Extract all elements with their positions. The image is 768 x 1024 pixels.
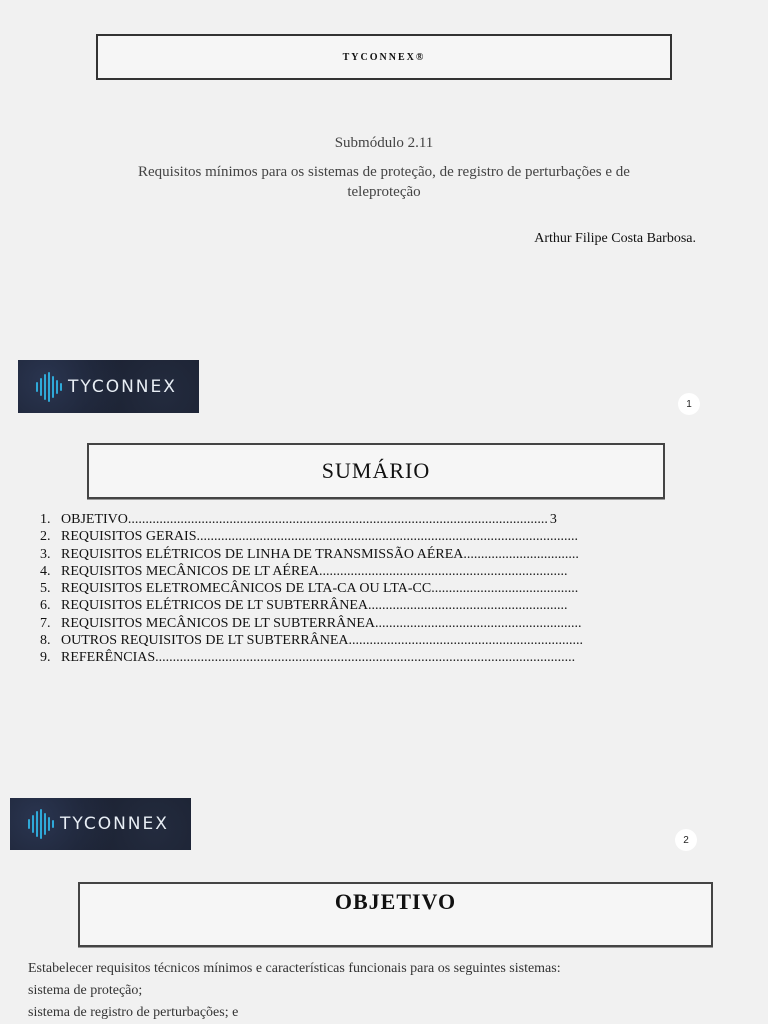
toc-leader: ........................................................................................................................ xyxy=(155,650,576,666)
toc-number: 7. xyxy=(40,615,51,631)
toc-number: 8. xyxy=(40,633,51,649)
toc-item[interactable] xyxy=(40,597,640,614)
paragraph: sistema de registro de perturbações; e xyxy=(28,1005,239,1020)
toc-number: 5. xyxy=(40,581,51,597)
toc-leader: ........................................................... xyxy=(375,615,582,631)
toc-item[interactable] xyxy=(40,649,640,666)
toc-label: REQUISITOS MECÂNICOS DE LT SUBTERRÂNEA xyxy=(61,615,375,631)
toc-leader: ................................................................... xyxy=(348,633,584,649)
author-name: Arthur Filipe Costa Barbosa. xyxy=(534,231,696,246)
waveform-icon xyxy=(28,809,54,839)
brand-header-box xyxy=(96,34,672,80)
tyconnex-logo xyxy=(10,798,191,850)
summary-title-box xyxy=(87,443,665,499)
toc-number: 3. xyxy=(40,546,51,562)
toc-leader: ........................................................................................................................ xyxy=(127,512,548,527)
toc-page: 3 xyxy=(549,512,557,527)
toc-item[interactable] xyxy=(40,546,640,563)
toc-label: REQUISITOS MECÂNICOS DE LT AÉREA xyxy=(61,563,319,579)
submodule-title: Submódulo 2.11 xyxy=(334,135,434,151)
toc-number: 9. xyxy=(40,650,51,666)
brand-name: TYCONNEX® xyxy=(342,51,426,63)
objective-title: OBJETIVO xyxy=(334,889,457,914)
summary-title: SUMÁRIO xyxy=(321,458,431,483)
toc-number: 4. xyxy=(40,563,51,579)
toc-item[interactable] xyxy=(40,580,640,597)
toc-label: OBJETIVO xyxy=(61,512,128,527)
toc-number: 2. xyxy=(40,529,51,545)
toc-label: REQUISITOS ELÉTRICOS DE LINHA DE TRANSMISSÃO AÉREA xyxy=(61,546,464,562)
toc-item[interactable] xyxy=(40,563,640,580)
toc-label: REQUISITOS ELETROMECÂNICOS DE LTA-CA OU LTA-CC xyxy=(61,581,432,597)
toc-label: REFERÊNCIAS xyxy=(61,650,156,666)
toc-number: 1. xyxy=(40,512,51,527)
toc-leader: ......................................................... xyxy=(367,598,568,614)
logo-text: TYCONNEX xyxy=(60,814,169,834)
page-number: 2 xyxy=(675,829,697,851)
toc-item[interactable] xyxy=(40,615,640,632)
toc-label: REQUISITOS ELÉTRICOS DE LT SUBTERRÂNEA xyxy=(61,598,368,614)
toc-item[interactable] xyxy=(40,528,640,545)
toc-number: 6. xyxy=(40,598,51,614)
toc-leader: ............................................................................................................. xyxy=(196,529,578,545)
toc-label: OUTROS REQUISITOS DE LT SUBTERRÂNEA xyxy=(61,633,349,649)
tyconnex-logo xyxy=(18,360,199,413)
logo-text: TYCONNEX xyxy=(68,376,177,397)
toc-leader: ....................................................................... xyxy=(319,563,568,579)
objective-title-box xyxy=(78,882,713,947)
document-subtitle: Requisitos mínimos para os sistemas de proteção, de registro de perturbações e de teleproteção xyxy=(138,164,630,200)
toc-item[interactable] xyxy=(40,632,640,649)
paragraph: sistema de proteção; xyxy=(28,983,143,998)
toc-leader: ................................. xyxy=(463,546,579,562)
toc-label: REQUISITOS GERAIS xyxy=(61,529,197,545)
toc-item[interactable] xyxy=(40,511,640,528)
toc-leader: .......................................... xyxy=(431,581,579,597)
waveform-icon xyxy=(36,372,62,402)
page-number: 1 xyxy=(678,393,700,415)
table-of-contents xyxy=(40,511,640,667)
paragraph: Estabelecer requisitos técnicos mínimos e características funcionais para os seguintes sistemas: xyxy=(28,961,561,976)
objective-text xyxy=(28,958,748,1024)
